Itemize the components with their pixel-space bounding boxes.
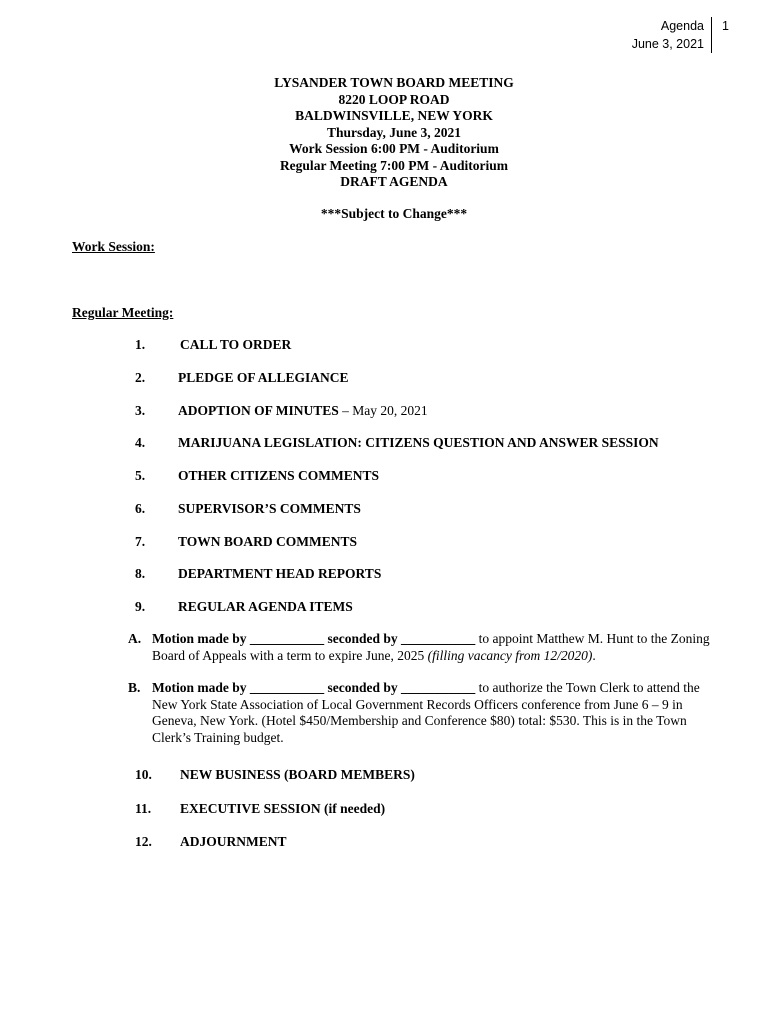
item-text: MARIJUANA LEGISLATION: CITIZENS QUESTION AND ANSWER SESSION xyxy=(178,435,659,450)
motion-end: . xyxy=(592,647,596,663)
motion-text xyxy=(152,631,718,664)
item-text: ADJOURNMENT xyxy=(180,834,287,849)
item-number: 12. xyxy=(135,834,152,849)
subject-to-change-note: ***Subject to Change*** xyxy=(320,206,468,221)
work-session-heading: Work Session: xyxy=(72,239,155,254)
item-text: OTHER CITIZENS COMMENTS xyxy=(178,468,380,483)
header-date: June 3, 2021 xyxy=(631,37,704,51)
motion-letter: A. xyxy=(128,631,142,646)
item-number: 4. xyxy=(135,435,146,450)
title-line: 8220 LOOP ROAD xyxy=(338,91,450,107)
title-line: LYSANDER TOWN BOARD MEETING xyxy=(274,75,514,90)
item-text: EXECUTIVE SESSION (if needed) xyxy=(180,801,386,816)
motion-made-by: Motion made by ___________ seconded by ___________ xyxy=(152,680,476,695)
title-line: Work Session 6:00 PM - Auditorium xyxy=(289,141,499,156)
motion-made-by: Motion made by ___________ seconded by ___________ xyxy=(152,631,476,646)
item-number: 9. xyxy=(135,599,146,614)
item-number: 10. xyxy=(135,767,152,782)
item-title: ADOPTION OF MINUTES xyxy=(178,403,339,418)
title-line: BALDWINSVILLE, NEW YORK xyxy=(295,108,493,123)
item-number: 3. xyxy=(135,403,146,418)
item-text: PLEDGE OF ALLEGIANCE xyxy=(178,370,349,385)
item-text: SUPERVISOR’S COMMENTS xyxy=(178,501,361,516)
item-text: TOWN BOARD COMMENTS xyxy=(178,534,358,549)
motion-description: to authorize the Town Clerk to attend the New York State Association of Local Government Records Officers conference from June 6 – 9 in Geneva, New York. (Hotel $450/Membership and Conference $80) total: $530. This is in the Town Clerk’s Training budget. xyxy=(152,680,700,745)
motion-note: (filling vacancy from 12/2020) xyxy=(427,647,593,663)
title-line: Thursday, June 3, 2021 xyxy=(327,124,461,140)
item-number: 1. xyxy=(135,337,146,352)
item-date: – May 20, 2021 xyxy=(338,403,428,418)
page-number: 1 xyxy=(722,19,729,33)
meeting-title-block xyxy=(0,75,770,191)
motion-item xyxy=(128,680,718,746)
item-text xyxy=(178,403,428,419)
item-number: 5. xyxy=(135,468,146,483)
item-text: CALL TO ORDER xyxy=(180,337,292,352)
motion-item xyxy=(128,631,718,664)
motion-text xyxy=(152,680,718,746)
item-number: 6. xyxy=(135,501,146,516)
item-number: 11. xyxy=(135,801,152,816)
page-header xyxy=(632,17,712,53)
item-number: 8. xyxy=(135,566,146,581)
motion-letter: B. xyxy=(128,680,141,695)
regular-meeting-heading: Regular Meeting: xyxy=(72,305,174,320)
item-text: REGULAR AGENDA ITEMS xyxy=(178,599,353,614)
title-line: DRAFT AGENDA xyxy=(340,174,448,189)
item-number: 2. xyxy=(135,370,146,385)
item-text: NEW BUSINESS (BOARD MEMBERS) xyxy=(180,767,415,782)
motion-description: to appoint Matthew M. Hunt to the Zoning Board of Appeals with a term to expire June, 2025 xyxy=(152,631,710,663)
title-line: Regular Meeting 7:00 PM - Auditorium xyxy=(279,157,509,173)
item-number: 7. xyxy=(135,534,146,549)
item-text: DEPARTMENT HEAD REPORTS xyxy=(178,566,382,581)
header-agenda-label: Agenda xyxy=(660,19,704,33)
